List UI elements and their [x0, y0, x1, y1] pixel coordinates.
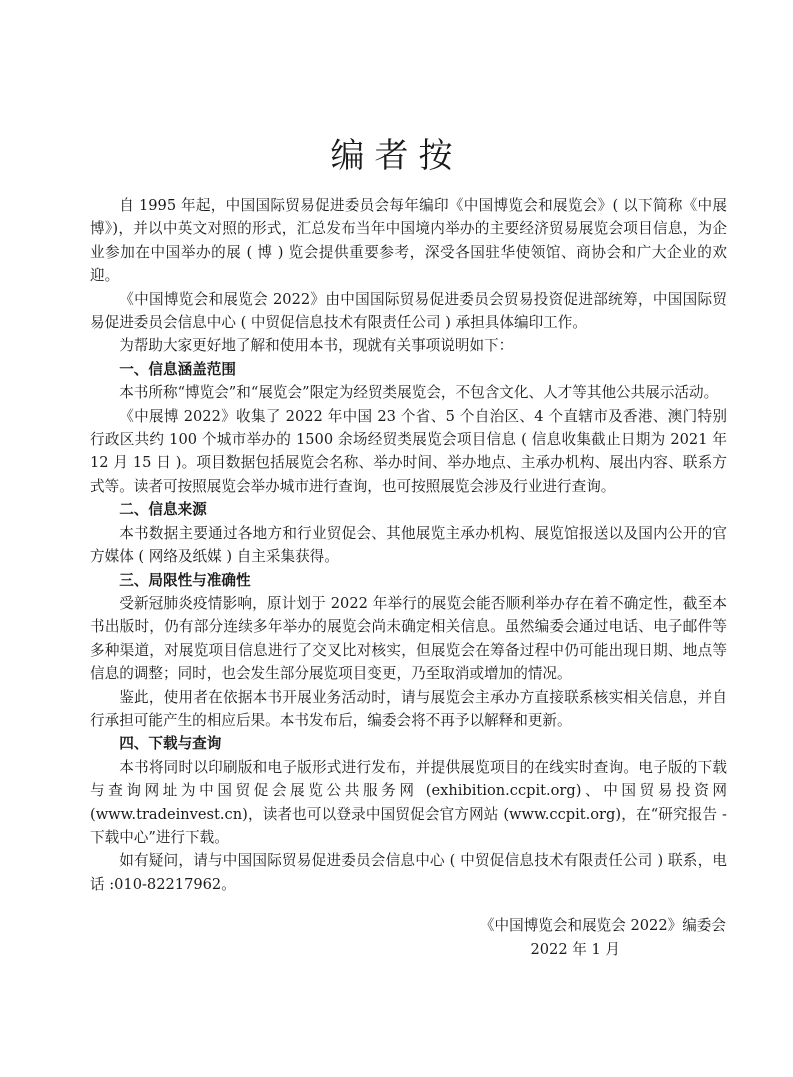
signature-committee: 《中国博览会和展览会 2022》编委会 — [479, 917, 726, 934]
section-paragraph: 本书所称“博览会”和“展览会”限定为经贸类展览会，不包含文化、人才等其他公共展示活动。 — [119, 384, 719, 402]
intro-paragraph: 自 1995 年起，中国国际贸易促进委员会每年编印《中国博览会和展览会》( 以下简称《中展博》)，并以中英文对照的形式，汇总发布当年中国境内举办的主要经济贸易展览会项目信息，为企业参加在中国举办的展 ( 博 ) 览会提供重要参考，深受各国驻华使领馆、商协会和广大企业的欢迎。 — [90, 197, 727, 285]
intro-paragraph: 《中国博览会和展览会 2022》由中国国际贸易促进委员会贸易投资促进部统筹，中国国际贸易促进委员会信息中心 ( 中贸促信息技术有限责任公司 ) 承担具体编印工作。 — [90, 290, 727, 332]
section-paragraph: 如有疑问，请与中国国际贸易促进委员会信息中心 ( 中贸促信息技术有限责任公司 ) 联系，电话 :010-82217962。 — [90, 852, 727, 893]
section-paragraph: 本书将同时以印刷版和电子版形式进行发布，并提供展览项目的在线实时查询。电子版的下载与查询网址为中国贸促会展览公共服务网 (exhibition.ccpit.org)、中国贸易投资网 (www.tradeinvest.cn)，读者也可以登录中国贸促会官方网站 (www.ccpit.org)，在“研究报告 - 下载中心”进行下载。 — [90, 758, 727, 846]
editor-note-body — [90, 194, 727, 896]
section-paragraph: 《中展博 2022》收集了 2022 年中国 23 个省、5 个自治区、4 个直辖市及香港、澳门特别行政区共约 100 个城市举办的 1500 余场经贸类展览会项目信息 ( 信息收集截止日期为 2021 年 12 月 15 日 )。项目数据包括展览会名称、举办时间、举办地点、主承办机构、展出内容、联系方式等。读者可按照展览会举办城市进行查询，也可按照展览会涉及行业进行查询。 — [90, 407, 727, 495]
section-paragraph: 鉴此，使用者在依据本书开展业务活动时，请与展览会主承办方直接联系核实相关信息，并自行承担可能产生的相应后果。本书发布后，编委会将不再予以解释和更新。 — [90, 688, 727, 729]
signature-date: 2022 年 1 月 — [530, 941, 620, 958]
section-heading: 二、信息来源 — [119, 501, 207, 519]
section-heading: 三、局限性与准确性 — [119, 571, 251, 589]
section-heading: 一、信息涵盖范围 — [119, 360, 236, 378]
section-heading: 四、下载与查询 — [119, 735, 222, 753]
section-paragraph: 本书数据主要通过各地方和行业贸促会、其他展览主承办机构、展览馆报送以及国内公开的官方媒体 ( 网络及纸媒 ) 自主采集获得。 — [90, 524, 727, 566]
page-title: 编者按 — [330, 136, 463, 176]
section-paragraph: 受新冠肺炎疫情影响，原计划于 2022 年举行的展览会能否顺利举办存在着不确定性，截至本书出版时，仍有部分连续多年举办的展览会尚未确定相关信息。虽然编委会通过电话、电子邮件等多种渠道，对展览项目信息进行了交叉比对核实，但展览会在筹备过程中仍可能出现日期、地点等信息的调整；同时，也会发生部分展览项目变更，乃至取消或增加的情况。 — [90, 594, 727, 683]
intro-paragraph: 为帮助大家更好地了解和使用本书，现就有关事项说明如下： — [119, 337, 514, 355]
